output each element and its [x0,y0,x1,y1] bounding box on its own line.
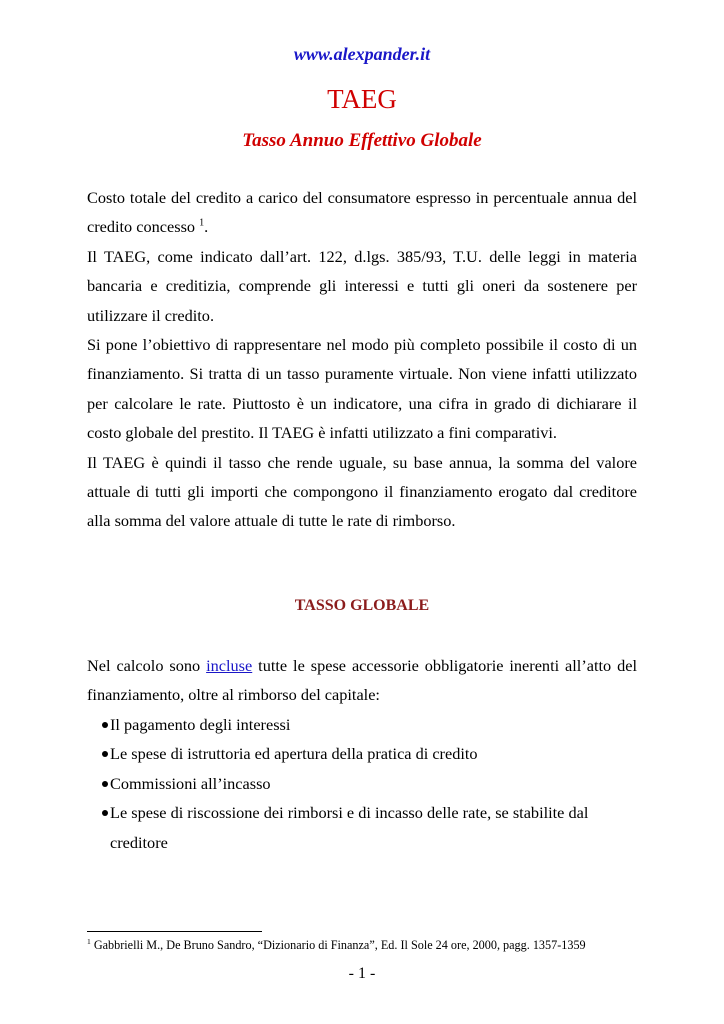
rate-text: Il TAEG è quindi il tasso che rende uguale, su base annua, la somma del valore attuale di tutti gli importi che compongono il finanziamento erogato dal creditore alla somma del valore attuale di tutte le rate di rimborso. [87,452,637,531]
list-item-text: Commissioni all’incasso [110,773,271,793]
footnote-divider [87,931,262,932]
footnote-text: Gabbrielli M., De Bruno Sandro, “Dizionario di Finanza”, Ed. Il Sole 24 ore, 2000, pagg. 1357-1359 [90,938,586,952]
definition-text: Costo totale del credito a carico del consumatore espresso in percentuale annua del credito concesso [87,188,637,237]
site-link[interactable]: www.alexpander.it [293,44,431,64]
list-item [87,769,637,798]
page-title: TAEG [327,84,397,114]
list-item-text: Le spese di istruttoria ed apertura della pratica di credito [110,744,478,764]
list-item [87,798,637,857]
bullet-icon [102,751,108,757]
calc-text-after: tutte le spese accessorie obbligatorie inerenti all’atto del finanziamento, oltre al rimborso del capitale: [87,656,638,705]
list-item [87,710,637,739]
list-item-text: Il pagamento degli interessi [110,715,291,734]
article-text: Il TAEG, come indicato dall’art. 122, d.lgs. 385/93, T.U. delle leggi in materia bancaria e creditizia, comprende gli interessi e tutti gli oneri da sostenere per utilizzare il credito. [87,246,637,325]
footnote-mark: 1 [87,936,91,946]
bullet-icon [102,781,108,787]
goal-text: Si pone l’obiettivo di rappresentare nel modo più completo possibile il costo di un finanziamento. Si tratta di un tasso puramente virtuale. Non viene infatti utilizzato per calcolare le rate. Piuttosto è un indicatore, una cifra in grado di dichiarare il costo globale del prestito. Il TAEG è infatti utilizzato a fini comparativi. [87,335,637,443]
bullet-icon [102,722,108,728]
incluse-link[interactable]: incluse [206,656,253,675]
calc-paragraph [87,651,637,710]
calc-text-before: Nel calcolo sono [87,656,207,675]
list-item-text: Le spese di riscossione dei rimborsi e di incasso delle rate, se stabilite dal creditore [110,803,589,852]
included-costs-list [87,710,637,857]
footnote-reference[interactable]: 1 [199,217,205,229]
section-heading: TASSO GLOBALE [294,597,430,614]
list-item [87,739,637,768]
page-number: - 1 - [348,965,376,982]
intro-paragraph [87,183,637,536]
page-subtitle: Tasso Annuo Effettivo Globale [242,130,482,151]
footnote [87,937,647,953]
bullet-icon [102,810,108,816]
definition-end: . [204,217,209,237]
